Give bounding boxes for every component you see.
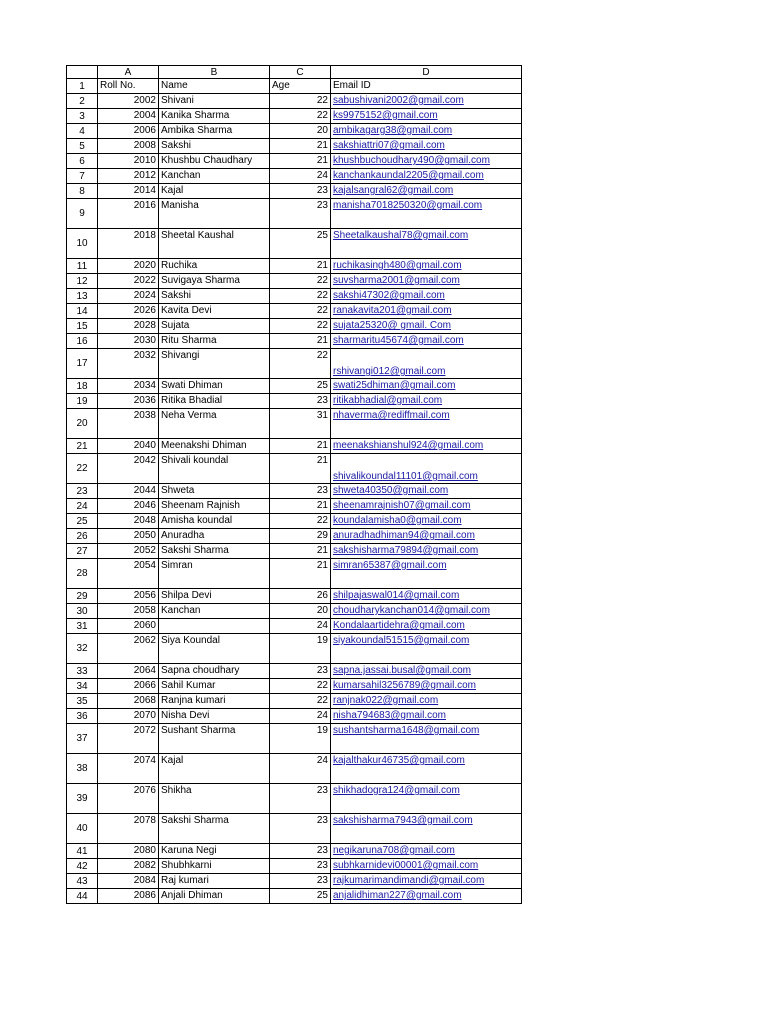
row-number[interactable]: 10 xyxy=(67,229,98,259)
roll-cell: 2026 xyxy=(98,304,159,319)
roll-cell: 2072 xyxy=(98,724,159,754)
table-row xyxy=(67,139,522,154)
row-number[interactable]: 29 xyxy=(67,589,98,604)
roll-cell: 2022 xyxy=(98,274,159,289)
row-number[interactable]: 17 xyxy=(67,349,98,379)
email-link[interactable]: ruchikasingh480@gmail.com xyxy=(331,259,522,274)
roll-cell: 2070 xyxy=(98,709,159,724)
table-row xyxy=(67,394,522,409)
roll-cell: 2024 xyxy=(98,289,159,304)
email-link[interactable]: shweta40350@gmail.com xyxy=(331,484,522,499)
email-link[interactable]: Kondalaartidehra@gmail.com xyxy=(331,619,522,634)
age-cell: 31 xyxy=(270,409,331,439)
roll-cell: 2014 xyxy=(98,184,159,199)
roll-cell: 2036 xyxy=(98,394,159,409)
age-cell: 24 xyxy=(270,709,331,724)
email-link[interactable]: sujata25320@ gmail. Com xyxy=(331,319,522,334)
header-row xyxy=(67,79,522,94)
age-cell: 22 xyxy=(270,304,331,319)
email-link[interactable]: ritikabhadial@gmail.com xyxy=(331,394,522,409)
row-number[interactable]: 27 xyxy=(67,544,98,559)
table-row xyxy=(67,199,522,229)
age-cell: 23 xyxy=(270,814,331,844)
row-number[interactable]: 11 xyxy=(67,259,98,274)
roll-cell: 2034 xyxy=(98,379,159,394)
email-link[interactable]: suvsharma2001@gmail.com xyxy=(331,274,522,289)
table-row xyxy=(67,274,522,289)
name-cell: Anuradha xyxy=(159,529,270,544)
age-cell: 22 xyxy=(270,349,331,379)
table-row xyxy=(67,724,522,754)
name-cell: Kanchan xyxy=(159,604,270,619)
name-cell: Simran xyxy=(159,559,270,589)
name-cell: Amisha koundal xyxy=(159,514,270,529)
roll-cell: 2010 xyxy=(98,154,159,169)
name-cell: Manisha xyxy=(159,199,270,229)
name-cell: Ritika Bhadial xyxy=(159,394,270,409)
roll-cell: 2016 xyxy=(98,199,159,229)
row-number[interactable]: 38 xyxy=(67,754,98,784)
table-row xyxy=(67,409,522,439)
roll-cell: 2020 xyxy=(98,259,159,274)
name-cell: Shubhkarni xyxy=(159,859,270,874)
table-row xyxy=(67,379,522,394)
row-number[interactable]: 1 xyxy=(67,79,98,94)
email-link[interactable]: shilpajaswal014@gmail.com xyxy=(331,589,522,604)
row-number[interactable]: 18 xyxy=(67,379,98,394)
name-cell: Ranjna kumari xyxy=(159,694,270,709)
table-row xyxy=(67,859,522,874)
row-number[interactable]: 12 xyxy=(67,274,98,289)
age-cell: 24 xyxy=(270,169,331,184)
row-number[interactable]: 23 xyxy=(67,484,98,499)
name-cell: Sahil Kumar xyxy=(159,679,270,694)
row-number[interactable]: 19 xyxy=(67,394,98,409)
row-number[interactable]: 36 xyxy=(67,709,98,724)
roll-cell: 2054 xyxy=(98,559,159,589)
name-cell: Suvigaya Sharma xyxy=(159,274,270,289)
email-link[interactable]: kumarsahil3256789@gmail.com xyxy=(331,679,522,694)
roll-cell: 2086 xyxy=(98,889,159,904)
table-row xyxy=(67,664,522,679)
roll-cell: 2004 xyxy=(98,109,159,124)
email-link[interactable]: sakshiattri07@gmail.com xyxy=(331,139,522,154)
table-row xyxy=(67,169,522,184)
email-link[interactable]: manisha7018250320@gmail.com xyxy=(331,199,522,229)
email-link[interactable]: sakshisharma7943@gmail.com xyxy=(331,814,522,844)
email-link[interactable]: kajalthakur46735@gmail.com xyxy=(331,754,522,784)
age-cell: 23 xyxy=(270,784,331,814)
table-row xyxy=(67,349,522,379)
roll-header: Roll No. xyxy=(98,79,159,94)
roll-cell: 2080 xyxy=(98,844,159,859)
name-cell: Sakshi xyxy=(159,289,270,304)
name-cell: Sakshi xyxy=(159,139,270,154)
table-row xyxy=(67,439,522,454)
column-letter-d[interactable]: D xyxy=(331,66,522,79)
age-cell: 23 xyxy=(270,844,331,859)
name-cell: Kajal xyxy=(159,184,270,199)
email-link[interactable]: ranakavita201@gmail.com xyxy=(331,304,522,319)
age-cell: 26 xyxy=(270,589,331,604)
age-cell: 23 xyxy=(270,394,331,409)
email-link[interactable]: siyakoundal51515@gmail.com xyxy=(331,634,522,664)
roll-cell: 2006 xyxy=(98,124,159,139)
age-cell: 21 xyxy=(270,559,331,589)
row-number[interactable]: 3 xyxy=(67,109,98,124)
email-link[interactable]: sushantsharma1648@gmail.com xyxy=(331,724,522,754)
table-row xyxy=(67,619,522,634)
age-cell: 20 xyxy=(270,604,331,619)
roll-cell: 2074 xyxy=(98,754,159,784)
roll-cell: 2028 xyxy=(98,319,159,334)
name-cell: Kanika Sharma xyxy=(159,109,270,124)
table-row xyxy=(67,844,522,859)
roll-cell: 2082 xyxy=(98,859,159,874)
roll-cell: 2030 xyxy=(98,334,159,349)
roll-cell: 2008 xyxy=(98,139,159,154)
email-link[interactable]: sharmaritu45674@gmail.com xyxy=(331,334,522,349)
table-row xyxy=(67,154,522,169)
table-row xyxy=(67,589,522,604)
age-cell: 22 xyxy=(270,319,331,334)
name-cell: Shivangi xyxy=(159,349,270,379)
table-row xyxy=(67,454,522,484)
email-link[interactable]: koundalamisha0@gmail.com xyxy=(331,514,522,529)
sheet-body xyxy=(67,66,522,904)
row-number[interactable]: 14 xyxy=(67,304,98,319)
table-row xyxy=(67,694,522,709)
name-cell: Sakshi Sharma xyxy=(159,544,270,559)
name-cell: Shweta xyxy=(159,484,270,499)
age-cell: 23 xyxy=(270,664,331,679)
row-number[interactable]: 22 xyxy=(67,454,98,484)
name-cell: Ruchika xyxy=(159,259,270,274)
row-number[interactable]: 44 xyxy=(67,889,98,904)
email-link[interactable]: sabushivani2002@gmail.com xyxy=(331,94,522,109)
table-row xyxy=(67,109,522,124)
table-row xyxy=(67,889,522,904)
row-number[interactable]: 6 xyxy=(67,154,98,169)
email-link[interactable]: kajalsangral62@gmail.com xyxy=(331,184,522,199)
roll-cell: 2040 xyxy=(98,439,159,454)
row-number[interactable]: 4 xyxy=(67,124,98,139)
table-row xyxy=(67,679,522,694)
table-row xyxy=(67,94,522,109)
table-row xyxy=(67,514,522,529)
row-number[interactable]: 7 xyxy=(67,169,98,184)
table-row xyxy=(67,709,522,724)
row-number[interactable]: 16 xyxy=(67,334,98,349)
name-cell: Shivani xyxy=(159,94,270,109)
row-number[interactable]: 21 xyxy=(67,439,98,454)
row-number[interactable]: 20 xyxy=(67,409,98,439)
age-cell: 23 xyxy=(270,859,331,874)
table-row xyxy=(67,259,522,274)
table-row xyxy=(67,559,522,589)
email-link[interactable]: khushbuchoudhary490@gmail.com xyxy=(331,154,522,169)
row-number[interactable]: 28 xyxy=(67,559,98,589)
table-row xyxy=(67,484,522,499)
table-row xyxy=(67,229,522,259)
roll-cell: 2058 xyxy=(98,604,159,619)
table-row xyxy=(67,874,522,889)
email-link[interactable]: sakshi47302@gmail.com xyxy=(331,289,522,304)
row-number[interactable]: 31 xyxy=(67,619,98,634)
spreadsheet-table xyxy=(66,65,522,904)
column-header-row xyxy=(67,66,522,79)
email-header: Email ID xyxy=(331,79,522,94)
email-link[interactable]: sakshisharma79894@gmail.com xyxy=(331,544,522,559)
name-cell: Sapna choudhary xyxy=(159,664,270,679)
row-number[interactable]: 13 xyxy=(67,289,98,304)
name-cell: Nisha Devi xyxy=(159,709,270,724)
email-link[interactable]: nhaverma@rediffmail.com xyxy=(331,409,522,439)
email-link[interactable]: sheenamrajnish07@gmail.com xyxy=(331,499,522,514)
age-cell: 22 xyxy=(270,274,331,289)
column-letter-b[interactable]: B xyxy=(159,66,270,79)
email-link[interactable]: simran65387@gmail.com xyxy=(331,559,522,589)
table-row xyxy=(67,499,522,514)
email-link[interactable]: nisha794683@gmail.com xyxy=(331,709,522,724)
name-cell: Anjali Dhiman xyxy=(159,889,270,904)
name-cell: Kajal xyxy=(159,754,270,784)
table-row xyxy=(67,529,522,544)
name-cell: Siya Koundal xyxy=(159,634,270,664)
email-link[interactable]: rshivangi012@gmail.com xyxy=(331,349,522,379)
row-number[interactable]: 15 xyxy=(67,319,98,334)
corner-cell xyxy=(67,66,98,79)
roll-cell: 2002 xyxy=(98,94,159,109)
row-number[interactable]: 9 xyxy=(67,199,98,229)
name-cell: Raj kumari xyxy=(159,874,270,889)
roll-cell: 2078 xyxy=(98,814,159,844)
roll-cell: 2012 xyxy=(98,169,159,184)
email-link[interactable]: kanchankaundal2205@gmail.com xyxy=(331,169,522,184)
age-cell: 22 xyxy=(270,109,331,124)
row-number[interactable]: 41 xyxy=(67,844,98,859)
table-row xyxy=(67,319,522,334)
name-cell: Shivali koundal xyxy=(159,454,270,484)
roll-cell: 2064 xyxy=(98,664,159,679)
name-cell: Shikha xyxy=(159,784,270,814)
age-cell: 22 xyxy=(270,514,331,529)
table-row xyxy=(67,634,522,664)
name-cell: Karuna Negi xyxy=(159,844,270,859)
roll-cell: 2042 xyxy=(98,454,159,484)
name-header: Name xyxy=(159,79,270,94)
name-cell: Kavita Devi xyxy=(159,304,270,319)
email-link[interactable]: meenakshianshul924@gmail.com xyxy=(331,439,522,454)
table-row xyxy=(67,289,522,304)
table-row xyxy=(67,604,522,619)
email-link[interactable]: swati25dhiman@gmail.com xyxy=(331,379,522,394)
roll-cell: 2056 xyxy=(98,589,159,604)
age-cell: 19 xyxy=(270,634,331,664)
roll-cell: 2018 xyxy=(98,229,159,259)
table-row xyxy=(67,784,522,814)
table-row xyxy=(67,544,522,559)
name-cell: Kanchan xyxy=(159,169,270,184)
name-cell: Ritu Sharma xyxy=(159,334,270,349)
row-number[interactable]: 8 xyxy=(67,184,98,199)
age-cell: 21 xyxy=(270,259,331,274)
roll-cell: 2068 xyxy=(98,694,159,709)
email-link[interactable]: shikhadogra124@gmail.com xyxy=(331,784,522,814)
age-cell: 21 xyxy=(270,439,331,454)
table-row xyxy=(67,184,522,199)
name-cell: Sheetal Kaushal xyxy=(159,229,270,259)
email-link[interactable]: subhkarnidevi00001@gmail.com xyxy=(331,859,522,874)
age-cell: 21 xyxy=(270,544,331,559)
email-link[interactable]: ambikagarg38@gmail.com xyxy=(331,124,522,139)
column-letter-a[interactable]: A xyxy=(98,66,159,79)
age-cell: 21 xyxy=(270,154,331,169)
roll-cell: 2032 xyxy=(98,349,159,379)
row-number[interactable]: 43 xyxy=(67,874,98,889)
age-cell: 21 xyxy=(270,139,331,154)
age-cell: 24 xyxy=(270,754,331,784)
name-cell: Swati Dhiman xyxy=(159,379,270,394)
name-cell: Khushbu Chaudhary xyxy=(159,154,270,169)
table-row xyxy=(67,304,522,319)
roll-cell: 2062 xyxy=(98,634,159,664)
roll-cell: 2038 xyxy=(98,409,159,439)
age-cell: 23 xyxy=(270,874,331,889)
roll-cell: 2050 xyxy=(98,529,159,544)
roll-cell: 2048 xyxy=(98,514,159,529)
roll-cell: 2052 xyxy=(98,544,159,559)
age-cell: 19 xyxy=(270,724,331,754)
email-link[interactable]: anjalidhiman227@gmail.com xyxy=(331,889,522,904)
column-letter-c[interactable]: C xyxy=(270,66,331,79)
email-link[interactable]: ks9975152@gmail.com xyxy=(331,109,522,124)
name-cell: Sakshi Sharma xyxy=(159,814,270,844)
name-cell: Neha Verma xyxy=(159,409,270,439)
age-cell: 22 xyxy=(270,94,331,109)
age-cell: 22 xyxy=(270,679,331,694)
age-cell: 20 xyxy=(270,124,331,139)
name-cell: Sheenam Rajnish xyxy=(159,499,270,514)
age-cell: 22 xyxy=(270,694,331,709)
email-link[interactable]: negikaruna708@gmail.com xyxy=(331,844,522,859)
roll-cell: 2044 xyxy=(98,484,159,499)
table-row xyxy=(67,124,522,139)
row-number[interactable]: 26 xyxy=(67,529,98,544)
row-number[interactable]: 2 xyxy=(67,94,98,109)
row-number[interactable]: 30 xyxy=(67,604,98,619)
age-cell: 25 xyxy=(270,379,331,394)
age-cell: 25 xyxy=(270,889,331,904)
email-link[interactable]: anuradhadhiman94@gmail.com xyxy=(331,529,522,544)
age-cell: 29 xyxy=(270,529,331,544)
row-number[interactable]: 32 xyxy=(67,634,98,664)
email-link[interactable]: Sheetalkaushal78@gmail.com xyxy=(331,229,522,259)
age-cell: 21 xyxy=(270,334,331,349)
age-cell: 21 xyxy=(270,454,331,484)
age-cell: 24 xyxy=(270,619,331,634)
name-cell: Sushant Sharma xyxy=(159,724,270,754)
age-cell: 23 xyxy=(270,484,331,499)
age-cell: 23 xyxy=(270,199,331,229)
name-cell xyxy=(159,619,270,634)
age-header: Age xyxy=(270,79,331,94)
table-row xyxy=(67,754,522,784)
roll-cell: 2084 xyxy=(98,874,159,889)
row-number[interactable]: 33 xyxy=(67,664,98,679)
name-cell: Shilpa Devi xyxy=(159,589,270,604)
email-link[interactable]: ranjnak022@gmail.com xyxy=(331,694,522,709)
roll-cell: 2060 xyxy=(98,619,159,634)
row-number[interactable]: 40 xyxy=(67,814,98,844)
roll-cell: 2046 xyxy=(98,499,159,514)
row-number[interactable]: 34 xyxy=(67,679,98,694)
row-number[interactable]: 25 xyxy=(67,514,98,529)
email-link[interactable]: sapna.jassai.busal@gmail.com xyxy=(331,664,522,679)
age-cell: 25 xyxy=(270,229,331,259)
table-row xyxy=(67,814,522,844)
row-number[interactable]: 37 xyxy=(67,724,98,754)
table-row xyxy=(67,334,522,349)
email-link[interactable]: choudharykanchan014@gmail.com xyxy=(331,604,522,619)
row-number[interactable]: 42 xyxy=(67,859,98,874)
email-link[interactable]: shivalikoundal11101@gmail.com xyxy=(331,454,522,484)
row-number[interactable]: 24 xyxy=(67,499,98,514)
row-number[interactable]: 39 xyxy=(67,784,98,814)
age-cell: 21 xyxy=(270,499,331,514)
name-cell: Ambika Sharma xyxy=(159,124,270,139)
name-cell: Sujata xyxy=(159,319,270,334)
email-link[interactable]: rajkumarimandimandi@gmail.com xyxy=(331,874,522,889)
name-cell: Meenakshi Dhiman xyxy=(159,439,270,454)
roll-cell: 2076 xyxy=(98,784,159,814)
roll-cell: 2066 xyxy=(98,679,159,694)
age-cell: 22 xyxy=(270,289,331,304)
row-number[interactable]: 5 xyxy=(67,139,98,154)
row-number[interactable]: 35 xyxy=(67,694,98,709)
age-cell: 23 xyxy=(270,184,331,199)
